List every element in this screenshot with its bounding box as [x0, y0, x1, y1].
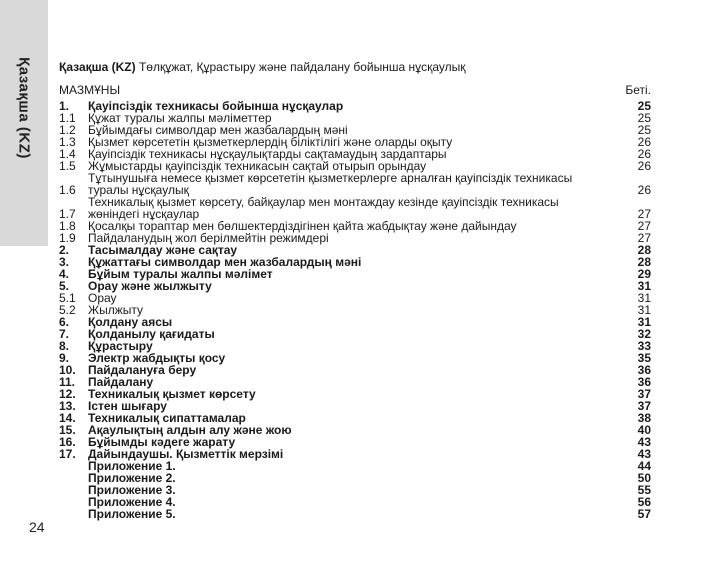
toc-entry-title: Қауіпсіздік техникасы нұсқаулықтарды сақтамаудың зардаптары — [88, 147, 447, 161]
toc-entry-page: 29 — [637, 267, 651, 281]
toc-entry-number: 1. — [59, 99, 70, 113]
toc-entry-title: Қауіпсіздік техникасы бойынша нұсқаулар — [88, 99, 344, 113]
toc-entry-number: 7. — [59, 327, 70, 341]
toc-entry-page: 27 — [637, 219, 651, 233]
toc-entry-title: Тасымалдау және сақтау — [88, 243, 238, 257]
toc-entry-number: 9. — [59, 351, 70, 365]
toc-entry-page: 43 — [637, 435, 651, 449]
toc-entry-number: 5.2 — [59, 303, 76, 317]
toc-entry — [59, 292, 651, 304]
toc-entry-title: Ақаулықтың алдын алу және жою — [88, 423, 292, 437]
toc-entry-title: Бұйым туралы жалпы мәлімет — [88, 267, 273, 281]
toc-entry-page: 26 — [637, 135, 651, 149]
toc-entry-title: Құжаттағы символдар мен жазбалардың мәні — [88, 255, 362, 269]
toc-entry-title: Қолданылу қағидаты — [88, 327, 215, 341]
toc-entry-title: Дайындаушы. Қызметтік мерзімі — [88, 447, 284, 461]
toc-entry-page: 26 — [637, 159, 651, 173]
toc-entry — [59, 172, 651, 196]
heading-language: Қазақша (KZ) — [59, 60, 136, 74]
toc-entry-title: Жылжыту — [88, 303, 143, 317]
toc-entry-title: Құрастыру — [88, 339, 153, 353]
toc-entry-number: 8. — [59, 339, 70, 353]
toc-entry-title: Бұйымды кәдеге жарату — [88, 435, 236, 449]
toc-title: МАЗМҰНЫ — [59, 83, 121, 97]
toc-entry-page: 28 — [637, 243, 651, 257]
toc-entry — [59, 196, 651, 220]
toc-entry-title: Қосалқы тораптар мен бөлшектердіздігінен қайта жабдықтау және дайындау — [88, 219, 517, 233]
toc-entry-title: Техникалық қызмет көрсету, байқаулар мен монтаждау кезінде қауіпсіздік техникасы жөніндегі нұсқаулар — [88, 195, 559, 221]
toc-entry-number: 14. — [59, 411, 76, 425]
toc-entry-title: Электр жабдықты қосу — [88, 351, 226, 365]
toc-entry-page: 36 — [637, 363, 651, 377]
toc-entry-page: 37 — [637, 387, 651, 401]
toc-entry-page: 31 — [637, 291, 651, 305]
toc-entry-page: 38 — [637, 411, 651, 425]
toc-entry-number: 4. — [59, 267, 70, 281]
toc-entry-title: Приложение 3. — [88, 483, 176, 497]
toc-entry-number: 1.4 — [59, 147, 76, 161]
toc-entry-title: Орау және жылжыту — [88, 279, 212, 293]
toc-entry-number: 1.9 — [59, 231, 76, 245]
toc-entry-page: 31 — [637, 279, 651, 293]
toc-entry — [59, 280, 651, 292]
toc-entry-page: 43 — [637, 447, 651, 461]
toc-entry-page: 32 — [637, 327, 651, 341]
toc-entry-title: Пайдалану — [88, 375, 154, 389]
toc-entry-number: 1.6 — [59, 183, 76, 197]
toc-entry-page: 57 — [637, 507, 651, 521]
toc-entry-number: 10. — [59, 363, 76, 377]
toc-entry-page: 25 — [637, 99, 651, 113]
toc-entry-title: Пайдаланудың жол берілмейтін режимдері — [88, 231, 329, 245]
toc-entry-number: 6. — [59, 315, 70, 329]
toc-entry-title: Приложение 4. — [88, 495, 176, 509]
toc-entry-title: Бұйымдағы символдар мен жазбалардың мәні — [88, 123, 348, 137]
toc-entry-number: 12. — [59, 387, 76, 401]
toc-entry — [59, 508, 651, 520]
toc-entry-title: Қызмет көрсететін қызметкерлердің біліктілігі және оларды оқыту — [88, 135, 453, 149]
toc-entry-page: 33 — [637, 339, 651, 353]
document-heading — [59, 60, 466, 74]
table-of-contents — [59, 100, 651, 520]
toc-entry-number: 3. — [59, 255, 70, 269]
toc-entry-page: 27 — [637, 231, 651, 245]
toc-entry-page: 25 — [637, 111, 651, 125]
toc-entry-title: Істен шығару — [88, 399, 167, 413]
language-side-tab — [0, 0, 48, 246]
toc-entry-page: 27 — [637, 207, 651, 221]
toc-entry-title: Құжат туралы жалпы мәліметтер — [88, 111, 272, 125]
toc-entry-number: 1.5 — [59, 159, 76, 173]
toc-entry-number: 1.8 — [59, 219, 76, 233]
toc-entry-title: Приложение 5. — [88, 507, 176, 521]
heading-title: Төлқұжат, Құрастыру және пайдалану бойынша нұсқаулық — [135, 60, 466, 74]
toc-entry-page: 26 — [637, 147, 651, 161]
language-side-label: Қазақша (KZ) — [15, 57, 33, 159]
toc-entry-page: 44 — [637, 459, 651, 473]
toc-entry-title: Жұмыстарды қауіпсіздік техникасын сақтай отырып орындау — [88, 159, 427, 173]
toc-entry-title: Техникалық сипаттамалар — [88, 411, 246, 425]
toc-entry-number: 13. — [59, 399, 76, 413]
toc-entry-title: Техникалық қызмет көрсету — [88, 387, 256, 401]
toc-entry-page: 28 — [637, 255, 651, 269]
toc-entry-page: 31 — [637, 303, 651, 317]
toc-entry-number: 17. — [59, 447, 76, 461]
toc-entry-title: Приложение 2. — [88, 471, 176, 485]
toc-entry-title: Орау — [88, 291, 117, 305]
toc-entry-page: 31 — [637, 315, 651, 329]
toc-entry-page: 37 — [637, 399, 651, 413]
toc-entry-number: 1.1 — [59, 111, 76, 125]
toc-entry-title: Қолдану аясы — [88, 315, 173, 329]
toc-entry-page: 56 — [637, 495, 651, 509]
toc-entry-page: 36 — [637, 375, 651, 389]
toc-entry-number: 15. — [59, 423, 76, 437]
toc-entry-page: 55 — [637, 483, 651, 497]
toc-entry-title: Приложение 1. — [88, 459, 176, 473]
page-number: 24 — [29, 519, 45, 535]
toc-entry-number: 5. — [59, 279, 70, 293]
toc-entry-number: 1.3 — [59, 135, 76, 149]
toc-entry-title: Пайдалануға беру — [88, 363, 197, 377]
toc-entry-page: 26 — [637, 183, 651, 197]
toc-entry-page: 25 — [637, 123, 651, 137]
toc-entry-number: 2. — [59, 243, 70, 257]
toc-entry-page: 50 — [637, 471, 651, 485]
page-column-label: Беті. — [625, 83, 651, 97]
toc-entry-number: 5.1 — [59, 291, 76, 305]
toc-entry-number: 11. — [59, 375, 76, 389]
toc-entry-page: 35 — [637, 351, 651, 365]
toc-entry-number: 16. — [59, 435, 76, 449]
toc-header — [59, 83, 651, 97]
toc-entry-title: Тұтынушыға немесе қызмет көрсететін қызметкерлерге арналған қауіпсіздік техникасы туралы нұсқаулық — [88, 171, 573, 197]
toc-entry-number: 1.2 — [59, 123, 76, 137]
toc-entry-page: 40 — [637, 423, 651, 437]
toc-entry-number: 1.7 — [59, 207, 76, 221]
